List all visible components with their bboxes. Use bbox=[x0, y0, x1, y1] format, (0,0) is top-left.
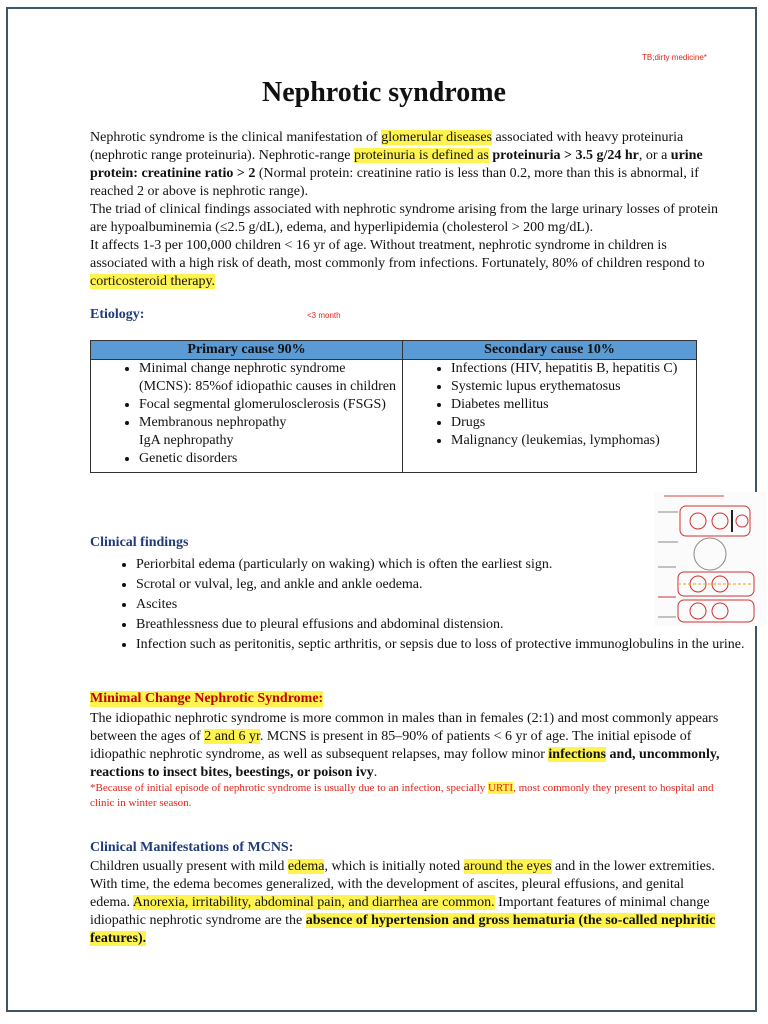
list-item: • Breathlessness due to pleural effusions and abdominal distension. bbox=[136, 615, 766, 635]
list-item: • Ascites bbox=[136, 595, 766, 615]
list-item: • Genetic disorders bbox=[139, 450, 398, 468]
list-item: • Scrotal or vulval, leg, and ankle and ankle oedema. bbox=[136, 575, 766, 595]
list-item: • Infections (HIV, hepatitis B, hepatitis C) bbox=[451, 360, 692, 378]
intro-paragraph-2: The triad of clinical findings associated with nephrotic syndrome arising from the large urinary losses of protein are hypoalbuminemia (≤2.5 g/dL), edema, and hyperlipidemia (cholesterol > 200 mg/dL). bbox=[90, 202, 719, 235]
etiology-table bbox=[90, 340, 697, 473]
list-item: • Minimal change nephrotic syndrome (MCNS): 85%of idiopathic causes in children bbox=[139, 360, 398, 396]
table-header-row bbox=[91, 341, 697, 360]
list-item: • Focal segmental glomerulosclerosis (FSGS) bbox=[139, 396, 398, 414]
list-item: • Diabetes mellitus bbox=[451, 396, 692, 414]
intro-paragraph-3: It affects 1-3 per 100,000 children < 16 yr of age. Without treatment, nephrotic syndrome in children is associated with a high risk of death, most commonly from infections. Fortunately, 80% of children respond to corticosteroid therapy. bbox=[90, 238, 705, 289]
mcns-red-note: *Because of initial episode of nephrotic syndrome is usually due to an infection, specially URTI, most commonly they present to hospital and clinic in winter season. bbox=[90, 782, 714, 809]
manifestations-paragraph: Children usually present with mild edema, which is initially noted around the eyes and in the lower extremities. With time, the edema becomes generalized, with the development of ascites, pleural effusions, and genital edema. Anorexia, irritability, abdominal pain, and diarrhea are common. Important features of minimal change idiopathic nephrotic syndrome are the absence of hypertension and gross hematuria (the so-called nephritic features). bbox=[90, 859, 716, 946]
list-item: • Membranous nephropathy bbox=[139, 414, 398, 432]
mcns-heading: Minimal Change Nephrotic Syndrome: bbox=[90, 691, 324, 706]
table-row bbox=[91, 360, 697, 473]
mcns-paragraph: The idiopathic nephrotic syndrome is more common in males than in females (2:1) and most commonly appears between the ages of 2 and 6 yr. MCNS is present in 85–90% of patients < 6 yr of age. The initial episode of idiopathic nephrotic syndrome, as well as subsequent relapses, may follow minor infections and, uncommonly, reactions to insect bites, beestings, or poison ivy. bbox=[90, 711, 720, 780]
intro-section bbox=[90, 129, 720, 291]
list-item-plain: IgA nephropathy bbox=[139, 433, 234, 448]
list-item: • Malignancy (leukemias, lymphomas) bbox=[451, 432, 692, 450]
clinical-findings-heading: Clinical findings bbox=[90, 535, 189, 550]
list-item: • Infection such as peritonitis, septic arthritis, or sepsis due to loss of protective immunoglobulins in the urine. bbox=[136, 635, 766, 655]
secondary-header: Secondary cause 10% bbox=[403, 341, 697, 360]
etiology-side-note: <3 month bbox=[307, 311, 341, 320]
primary-header: Primary cause 90% bbox=[91, 341, 403, 360]
primary-cell bbox=[91, 360, 403, 473]
list-item: • Systemic lupus erythematosus bbox=[451, 378, 692, 396]
etiology-heading: Etiology: bbox=[90, 307, 145, 322]
list-item: • Periorbital edema (particularly on waking) which is often the earliest sign. bbox=[136, 555, 766, 575]
secondary-cell bbox=[403, 360, 697, 473]
manifestations-heading: Clinical Manifestations of MCNS: bbox=[90, 840, 294, 855]
intro-paragraph-1: Nephrotic syndrome is the clinical manifestation of glomerular diseases associated with heavy proteinuria (nephrotic range proteinuria). Nephrotic-range proteinuria is defined as proteinuria > 3.5 g/24 hr, or a urine protein: creatinine ratio > 2 (Normal protein: creatinine ratio is less than 0.2, more than this is abnormal, if reached 2 or above is nephrotic range). bbox=[90, 130, 703, 199]
top-note: TB;dirty medicine* bbox=[642, 53, 707, 62]
clinical-findings-list bbox=[90, 555, 766, 655]
page-title: Nephrotic syndrome bbox=[262, 77, 506, 108]
list-item: • Drugs bbox=[451, 414, 692, 432]
